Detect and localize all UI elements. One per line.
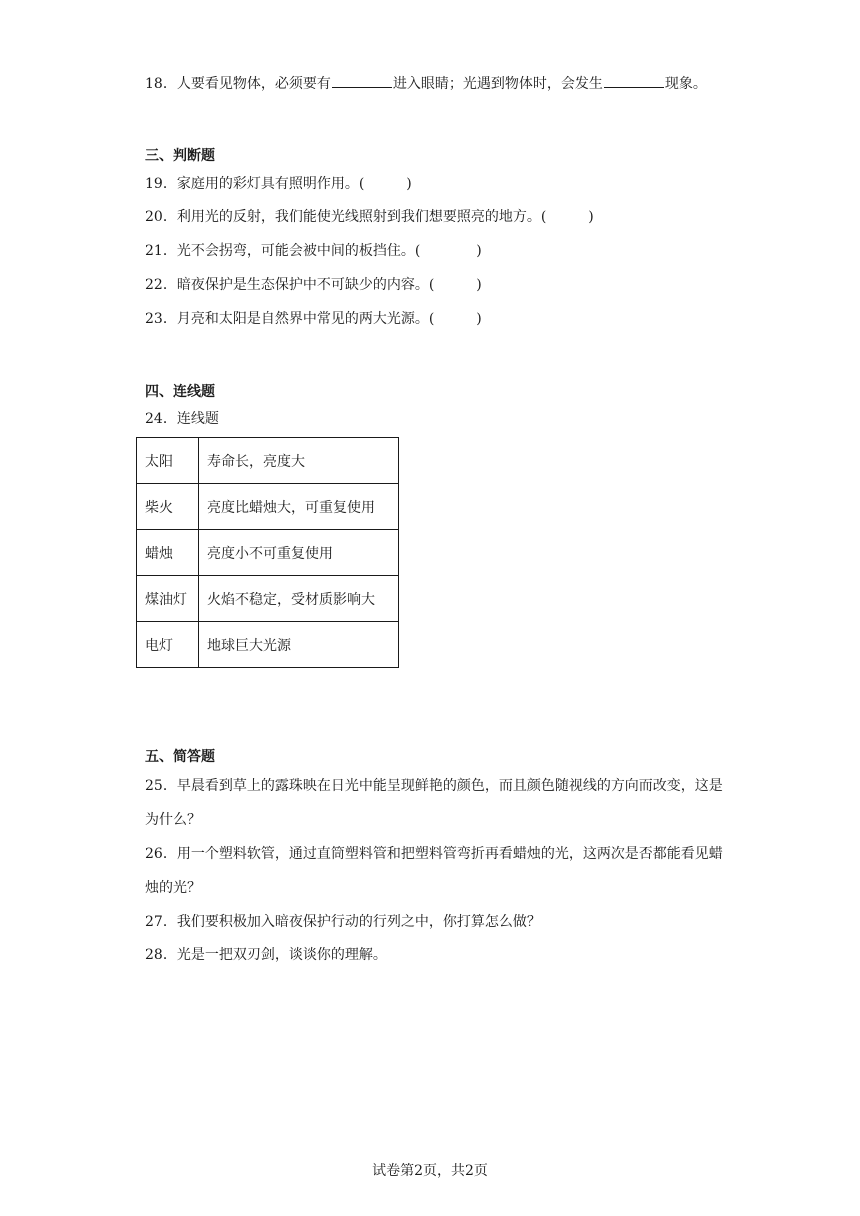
question-18: [145, 73, 707, 94]
matching-left-cell[interactable]: 煤油灯: [137, 576, 199, 622]
table-row: [137, 530, 399, 576]
question-19-text: 19．家庭用的彩灯具有照明作用。(: [145, 176, 365, 192]
question-23: [145, 309, 482, 329]
question-22-text: 22．暗夜保护是生态保护中不可缺少的内容。(: [145, 277, 435, 293]
question-28: 28．光是一把双刃剑，谈谈你的理解。: [145, 947, 387, 963]
question-21-text: 21．光不会拐弯，可能会被中间的板挡住。(: [145, 243, 421, 259]
question-25: 25．早晨看到草上的露珠映在日光中能呈现鲜艳的颜色，而且颜色随视线的方向而改变，这是为什么？: [145, 778, 723, 828]
table-row: [137, 576, 399, 622]
table-row: [137, 438, 399, 484]
table-row: [137, 484, 399, 530]
matching-left-cell[interactable]: 太阳: [137, 438, 199, 484]
question-21-close: ): [476, 243, 482, 259]
question-19: [145, 174, 412, 194]
section-title-judge: 三、判断题: [145, 148, 215, 164]
question-18-part1: 18．人要看见物体，必须要有: [145, 76, 331, 92]
question-20-text: 20．利用光的反射，我们能使光线照射到我们想要照亮的地方。(: [145, 209, 547, 225]
question-23-text: 23．月亮和太阳是自然界中常见的两大光源。(: [145, 311, 435, 327]
table-row: [137, 622, 399, 668]
question-24: 24．连线题: [145, 411, 219, 427]
matching-left-cell[interactable]: 蜡烛: [137, 530, 199, 576]
matching-right-cell[interactable]: 亮度比蜡烛大，可重复使用: [199, 484, 399, 530]
question-18-part3: 现象。: [664, 76, 707, 92]
matching-right-cell[interactable]: 地球巨大光源: [199, 622, 399, 668]
page-footer: 试卷第2页，共2页: [372, 1163, 488, 1179]
matching-right-cell[interactable]: 亮度小不可重复使用: [199, 530, 399, 576]
question-21: [145, 241, 482, 261]
question-26: 26．用一个塑料软管，通过直筒塑料管和把塑料管弯折再看蜡烛的光，这两次是否都能看见蜡烛的光？: [145, 846, 723, 896]
question-22: [145, 275, 482, 295]
matching-right-cell[interactable]: 寿命长，亮度大: [199, 438, 399, 484]
matching-table: [136, 437, 399, 668]
answer-blank-2[interactable]: [604, 73, 664, 88]
matching-left-cell[interactable]: 电灯: [137, 622, 199, 668]
section-title-matching: 四、连线题: [145, 384, 215, 400]
answer-blank-1[interactable]: [332, 73, 392, 88]
matching-left-cell[interactable]: 柴火: [137, 484, 199, 530]
question-20: [145, 207, 594, 227]
question-27: 27．我们要积极加入暗夜保护行动的行列之中，你打算怎么做？: [145, 914, 541, 930]
section-title-short-answer: 五、简答题: [145, 749, 215, 765]
question-20-close: ): [588, 209, 594, 225]
matching-right-cell[interactable]: 火焰不稳定，受材质影响大: [199, 576, 399, 622]
question-22-close: ): [476, 277, 482, 293]
question-19-close: ): [406, 176, 412, 192]
question-18-part2: 进入眼睛；光遇到物体时，会发生: [392, 76, 603, 92]
question-23-close: ): [476, 311, 482, 327]
